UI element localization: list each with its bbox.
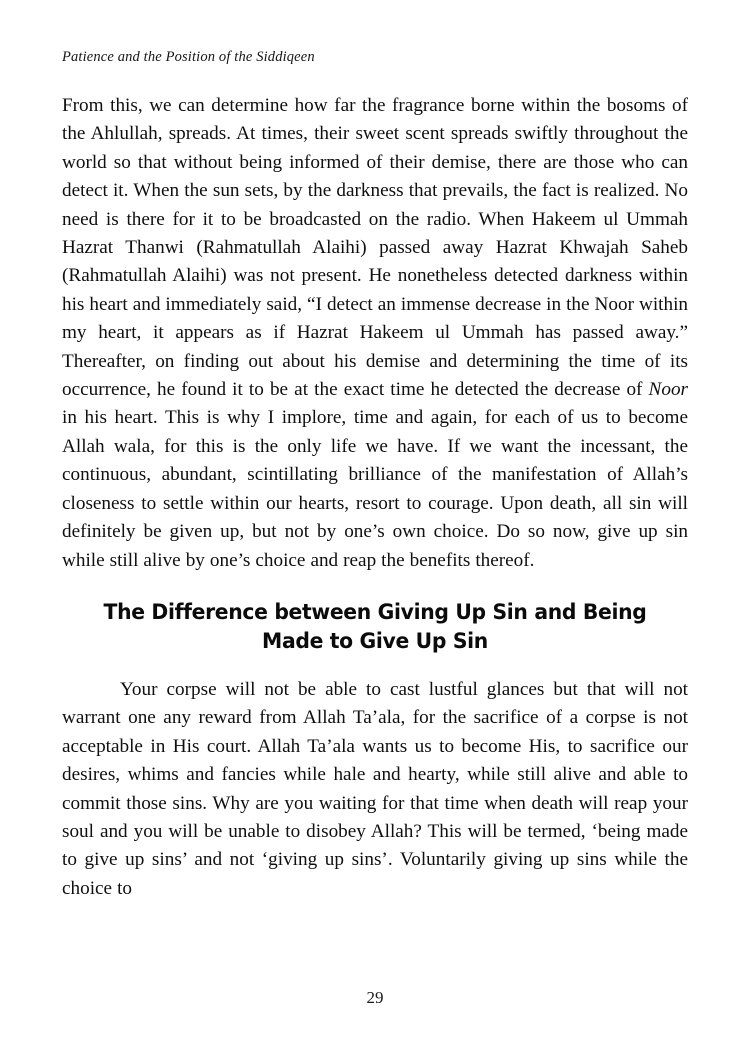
paragraph-1-italic-noor: Noor xyxy=(648,379,688,401)
body-paragraph-2: Your corpse will not be able to cast lustful glances but that will not warrant one any reward from Allah Ta’ala, for the sacrifice of a corpse is not acceptable in His court. Allah Ta’ala wants us to become His, to sacrifice our desires, whims and fancies while hale and hearty, while still alive and able to commit those sins. Why are you waiting for that time when death will reap your soul and you will be unable to disobey Allah? This will be termed, ‘being made to give up sins’ and not ‘giving up sins’. Voluntarily giving up sins while the choice to xyxy=(62,678,688,899)
body-paragraph-1 xyxy=(62,92,688,575)
paragraph-1-run-3: in his heart. This is why I implore, time and again, for each of us to become Allah wala, for this is the only life we have. If we want the incessant, the continuous, abundant, scintillating brilliance of the manifestation of Allah’s closeness to settle within our hearts, resort to courage. Upon death, all sin will definitely be given up, but not by one’s own choice. Do so now, give up sin while still alive by one’s choice and reap the benefits thereof. xyxy=(62,407,688,571)
section-heading-block xyxy=(62,598,688,656)
section-heading: The Difference between Giving Up Sin and Being Made to Give Up Sin xyxy=(103,599,647,654)
running-header: Patience and the Position of the Siddiqeen xyxy=(62,49,315,65)
paragraph-1-run-1: From this, we can determine how far the fragrance borne within the bosoms of the Ahlullah, spreads. At times, their sweet scent spreads swiftly throughout the world so that without being informed of their demise, there are those who can detect it. When the sun sets, by the darkness that prevails, the fact is realized. No need is there for it to be broadcasted on the radio. When Hakeem ul Ummah Hazrat Thanwi (Rahmatullah Alaihi) passed away Hazrat Khwajah Saheb (Rahmatullah Alaihi) was not present. He nonetheless detected darkness within his heart and immediately said, “I detect an immense decrease in the Noor within my heart, it appears as if Hazrat Hakeem ul Ummah has passed away.” Thereafter, on finding out about his demise and determining the time of its occurrence, he found it to be at the exact time he detected the decrease of xyxy=(62,95,688,401)
text-column xyxy=(62,92,688,903)
page-number: 29 xyxy=(366,988,384,1007)
